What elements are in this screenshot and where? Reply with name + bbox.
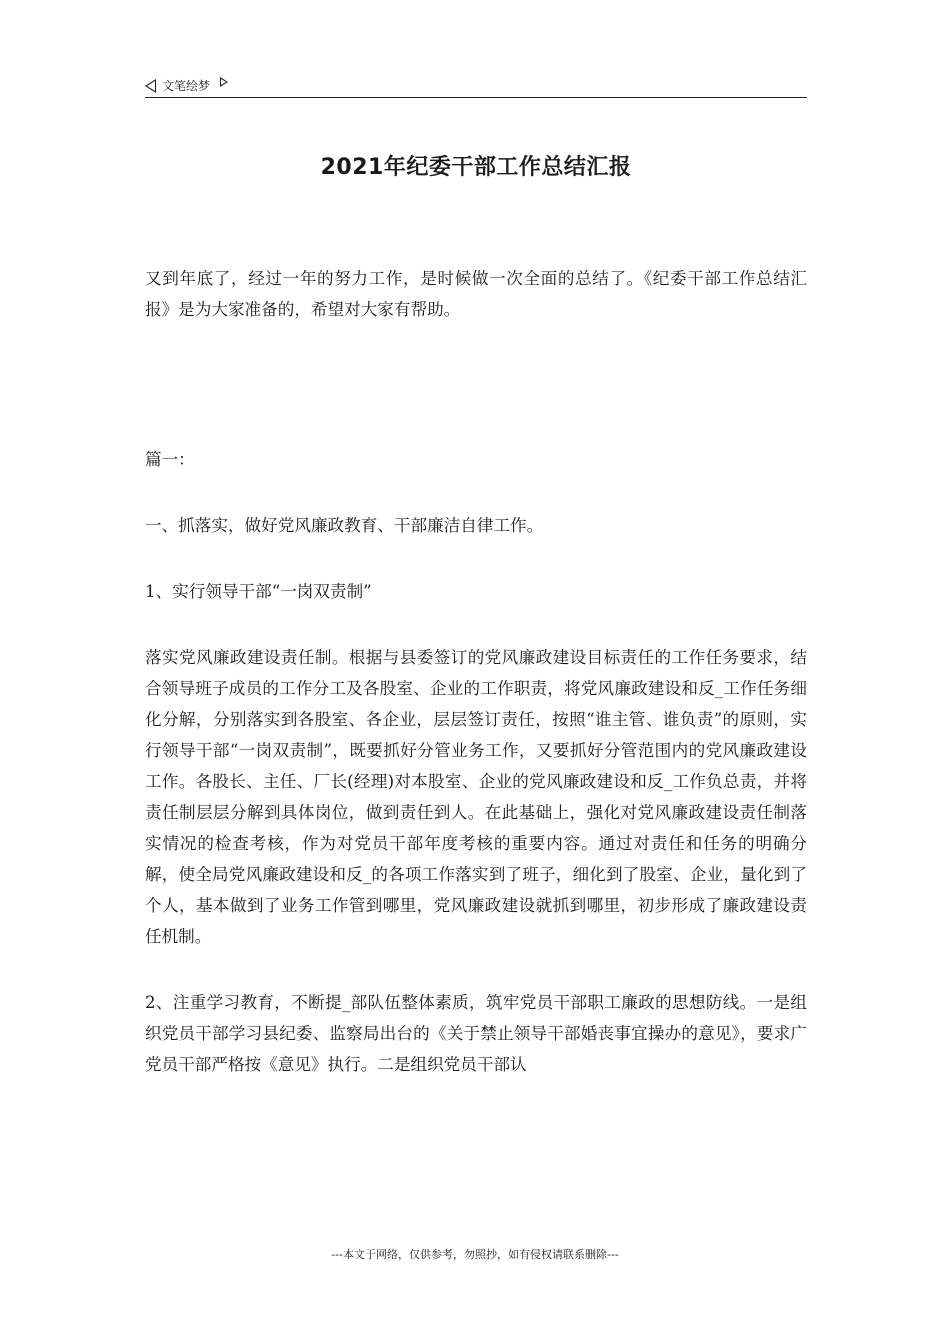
part-label: 篇一： bbox=[145, 450, 195, 469]
document-body bbox=[145, 263, 807, 1080]
body-paragraph: 落实党风廉政建设责任制。根据与县委签订的党风廉政建设目标责任的工作任务要求，结合领导班子成员的工作分工及各股室、企业的工作职责，将党风廉政建设和反_工作任务细化分解，分别落实到各股室、各企业，层层签订责任，按照“谁主管、谁负责”的原则，实行领导干部“一岗双责制”，既要抓好分管业务工作，又要抓好分管范围内的党风廉政建设工作。各股长、主任、厂长(经理)对本股室、企业的党风廉政建设和反_工作负总责，并将责任制层层分解到具体岗位，做到责任到人。在此基础上，强化对党风廉政建设责任制落实情况的检查考核，作为对党员干部年度考核的重要内容。通过对责任和任务的明确分解，使全局党风廉政建设和反_的各项工作落实到了班子，细化到了股室、企业，量化到了个人，基本做到了业务工作管到哪里，党风廉政建设就抓到哪里，初步形成了廉政建设责任机制。 bbox=[145, 648, 807, 946]
item-heading: 1、实行领导干部“一岗双责制” bbox=[145, 582, 372, 601]
left-triangle-icon bbox=[145, 79, 156, 93]
page-header bbox=[145, 74, 807, 98]
right-triangle-icon bbox=[220, 77, 228, 87]
header-brand: 文笔绘梦 bbox=[162, 79, 211, 93]
document-title: 2021年纪委干部工作总结汇报 bbox=[320, 155, 632, 180]
intro-paragraph: 又到年底了，经过一年的努力工作，是时候做一次全面的总结了。《纪委干部工作总结汇报》是为大家准备的，希望对大家有帮助。 bbox=[145, 269, 807, 319]
footer-notice: ---本文于网络，仅供参考，勿照抄，如有侵权请联系删除--- bbox=[331, 1248, 619, 1261]
body-paragraph: 2、注重学习教育，不断提_部队伍整体素质，筑牢党员干部职工廉政的思想防线。一是组织党员干部学习县纪委、监察局出台的《关于禁止领导干部婚丧事宜操办的意见》，要求广党员干部严格按《意见》执行。二是组织党员干部认 bbox=[145, 993, 807, 1074]
section-heading: 一、抓落实，做好党风廉政教育、干部廉洁自律工作。 bbox=[145, 516, 544, 535]
